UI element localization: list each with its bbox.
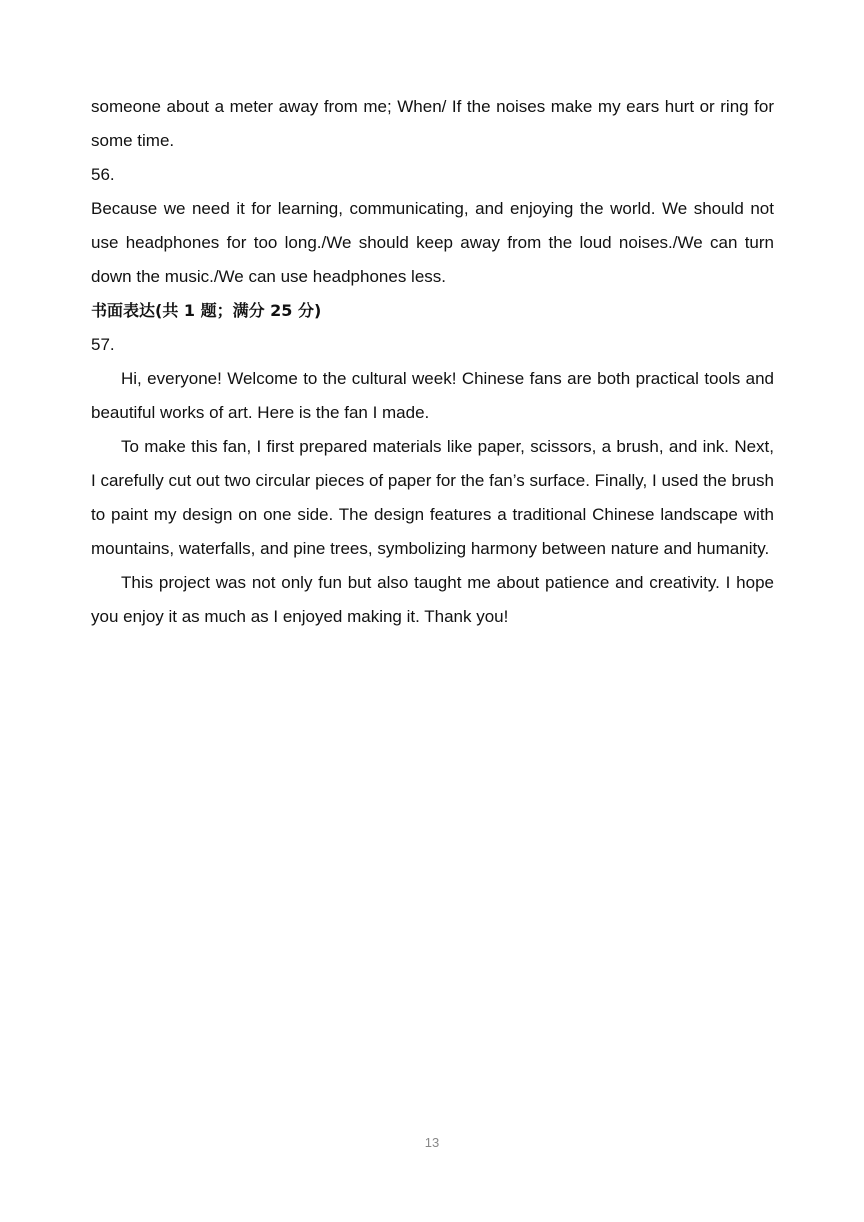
page-number: 13 [424, 1135, 440, 1150]
q57-number: 57. [91, 335, 115, 354]
q56-number: 56. [91, 165, 115, 184]
page-content [91, 90, 774, 634]
essay-paragraph-2: To make this fan, I first prepared materials like paper, scissors, a brush, and ink. Next, I carefully cut out two circular pieces of paper for the fan’s surface. Finally, I used the brush to paint my design on one side. The design features a traditional Chinese landscape with mountains, waterfalls, and pine trees, symbolizing harmony between nature and humanity. [91, 437, 774, 558]
q56-answer: Because we need it for learning, communicating, and enjoying the world. We should not use headphones for too long./We should keep away from the loud noises./We can turn down the music./We can use headphones less. [91, 199, 774, 286]
essay-paragraph-3: This project was not only fun but also taught me about patience and creativity. I hope you enjoy it as much as I enjoyed making it. Thank you! [91, 573, 774, 626]
section-heading-writing: 书面表达(共 1 题；满分 25 分) [91, 301, 322, 320]
essay-paragraph-1: Hi, everyone! Welcome to the cultural week! Chinese fans are both practical tools and beautiful works of art. Here is the fan I made. [91, 369, 774, 422]
q55-answer-tail: someone about a meter away from me; When/ If the noises make my ears hurt or ring for some time. [91, 97, 774, 150]
